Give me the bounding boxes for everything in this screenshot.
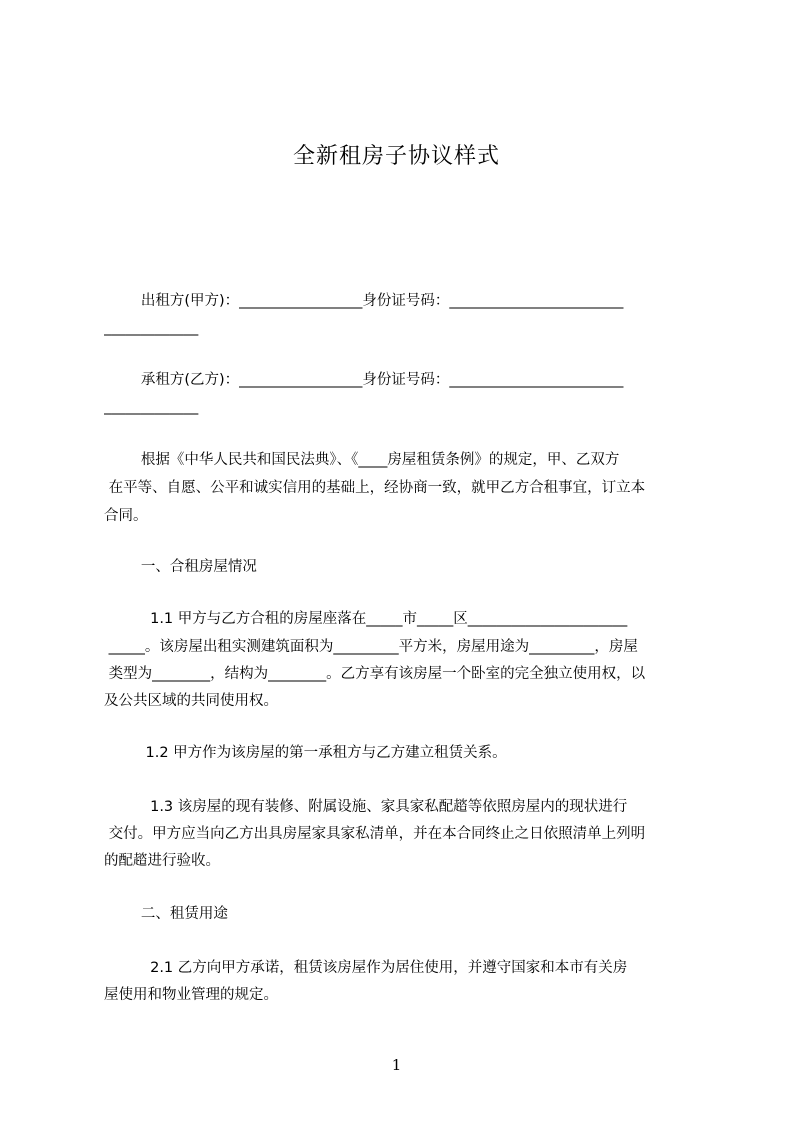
page-number: 1: [391, 1056, 402, 1074]
section-1-heading: 一、合租房屋情况: [104, 559, 257, 575]
clause-1-3-line-3: 的配趦进行验收。: [104, 853, 220, 869]
intro-line-1: 根据《中华人民共和国民法典》、《____房屋租赁条例》的规定，甲、乙双方: [104, 452, 620, 468]
clause-1-2-line-1: 1.2 甲方作为该房屋的第一承租方与乙方建立租赁关系。: [104, 745, 507, 761]
intro-line-3: 合同。: [104, 508, 148, 524]
clause-1-3-line-2: 交付。甲方应当向乙方出具房屋家具家私清单，并在本合同终止之日依照清单上列明: [104, 826, 646, 842]
lessor-line-2: _____________: [104, 320, 199, 336]
lessee-line-2: _____________: [104, 399, 199, 415]
section-2-heading: 二、租赁用途: [104, 906, 228, 922]
clause-2-1-line-1: 2.1 乙方向甲方承诺，租赁该房屋作为居住使用，并遵守国家和本市有关房: [104, 960, 628, 976]
clause-1-1-line-3: 类型为________，结构为________。乙方享有该房屋一个卧室的完全独立使用权，以: [104, 666, 646, 682]
clause-1-1-line-2: _____。该房屋出租实测建筑面积为_________平方米，房屋用途为_________，房屋: [104, 639, 638, 655]
document-title: 全新租房子协议样式: [292, 144, 500, 169]
clause-2-1-line-2: 屋使用和物业管理的规定。: [104, 987, 278, 1003]
lessor-line-1: 出租方(甲方)：_________________身份证号码：________________________: [104, 293, 624, 309]
lessee-line-1: 承租方(乙方)：_________________身份证号码：________________________: [104, 372, 624, 388]
clause-1-1-line-4: 及公共区域的共同使用权。: [104, 693, 278, 709]
clause-1-1-line-1: 1.1 甲方与乙方合租的房屋座落在_____市_____区______________________: [104, 611, 628, 627]
intro-line-2: 在平等、自愿、公平和诚实信用的基础上，经协商一致，就甲乙方合租事宜，订立本: [104, 480, 646, 496]
clause-1-3-line-1: 1.3 该房屋的现有装修、附属设施、家具家私配趦等依照房屋内的现状进行: [104, 799, 628, 815]
